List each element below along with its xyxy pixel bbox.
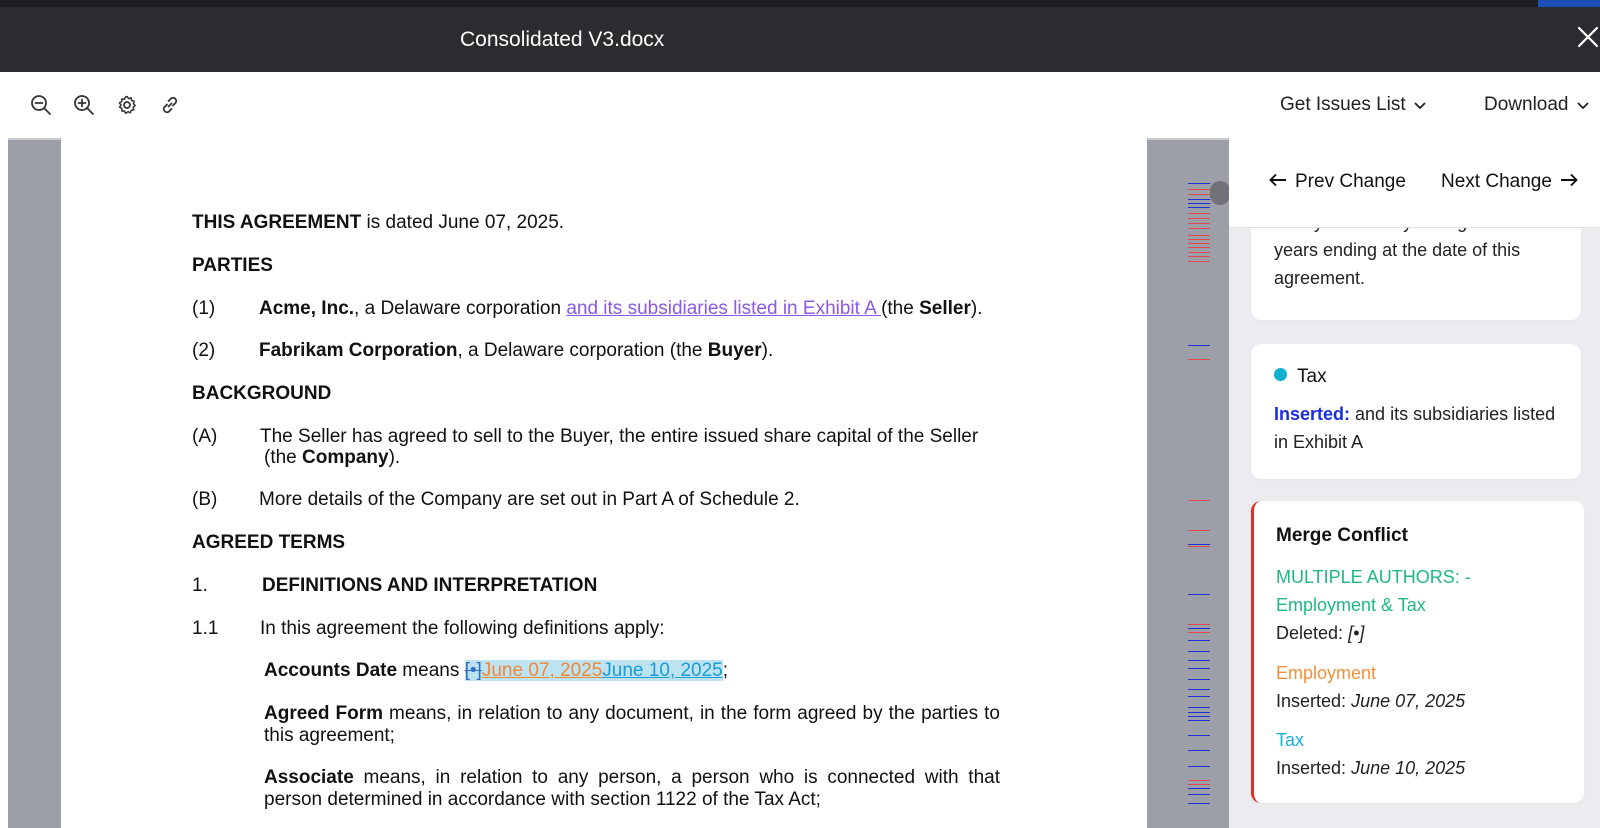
get-issues-dropdown[interactable] xyxy=(1280,94,1426,116)
change-markers-gutter[interactable] xyxy=(1188,138,1210,828)
close-icon[interactable] xyxy=(1576,25,1600,49)
changes-panel xyxy=(1229,138,1600,828)
chevron-down-icon xyxy=(1577,94,1589,116)
chevron-down-icon xyxy=(1414,94,1426,116)
clause-1-title: DEFINITIONS AND INTERPRETATION xyxy=(262,575,598,596)
definition-accounts-date: Accounts Date means [•]June 07, 2025June 10, 2025; xyxy=(264,660,729,681)
merge-conflict-title: Merge Conflict xyxy=(1276,525,1408,546)
top-accent xyxy=(1538,0,1600,7)
merge-conflict-text[interactable]: [•]June 07, 2025June 10, 2025 xyxy=(464,660,723,681)
party-1-number: (1) xyxy=(192,298,216,319)
next-change-button[interactable]: Next Change xyxy=(1441,171,1578,193)
tax-inserted: Inserted: June 10, 2025 xyxy=(1276,758,1466,778)
tax-dot-icon xyxy=(1274,368,1287,381)
card-author: Tax xyxy=(1274,366,1327,388)
heading-background: BACKGROUND xyxy=(192,383,332,404)
get-issues-label: Get Issues List xyxy=(1280,94,1406,115)
zoom-out-icon[interactable] xyxy=(30,94,52,116)
employment-inserted: Inserted: June 07, 2025 xyxy=(1276,691,1466,711)
toolbar xyxy=(8,72,1600,140)
gear-icon[interactable] xyxy=(116,94,138,116)
heading-parties: PARTIES xyxy=(192,255,273,276)
document-page xyxy=(61,138,1147,828)
tax-author: Tax xyxy=(1276,730,1305,750)
tax-change-card[interactable] xyxy=(1251,344,1581,479)
top-strip xyxy=(0,0,1600,7)
change-card-text: years ending at the date of this agreement. xyxy=(1274,240,1521,288)
recital-a-number: (A) xyxy=(192,426,218,447)
link-icon[interactable] xyxy=(159,94,181,116)
change-navigation xyxy=(1229,138,1600,228)
arrow-right-icon xyxy=(1560,171,1578,193)
party-1: Acme, Inc., a Delaware corporation and its subsidiaries listed in Exhibit A (the Seller). xyxy=(259,298,983,319)
inserted-text[interactable]: and its subsidiaries listed in Exhibit A xyxy=(566,298,882,319)
heading-agreed-terms: AGREED TERMS xyxy=(192,532,346,553)
agreement-intro: THIS AGREEMENT is dated June 07, 2025. xyxy=(192,212,565,233)
recital-b-number: (B) xyxy=(192,489,218,510)
download-label: Download xyxy=(1484,94,1569,115)
recital-a: The Seller has agreed to sell to the Buyer, the entire issued share capital of the Seller xyxy=(260,426,979,447)
window-title: Consolidated V3.docx xyxy=(460,28,665,51)
card-change-text: Inserted: and its subsidiaries listed in Exhibit A xyxy=(1274,404,1556,452)
recital-a-cont: (the Company). xyxy=(264,447,401,468)
clause-1-number: 1. xyxy=(192,575,208,596)
prev-change-button[interactable]: Prev Change xyxy=(1269,171,1406,193)
party-2-number: (2) xyxy=(192,340,216,361)
download-dropdown[interactable] xyxy=(1484,94,1589,116)
recital-b: More details of the Company are set out in Part A of Schedule 2. xyxy=(259,489,800,510)
left-strip xyxy=(0,72,8,828)
title-bar xyxy=(0,7,1600,72)
definition-associate: Associate means, in relation to any person, a person who is connected with that person determined in accordance with section 1122 of the Tax Act; xyxy=(264,767,1000,810)
party-2: Fabrikam Corporation, a Delaware corporation (the Buyer). xyxy=(259,340,774,361)
definition-agreed-form: Agreed Form means, in relation to any document, in the form agreed by the parties to this agreement; xyxy=(264,703,1000,746)
merge-conflict-card[interactable] xyxy=(1251,501,1584,803)
clause-1-1: In this agreement the following definitions apply: xyxy=(260,618,665,639)
scrollbar-thumb[interactable] xyxy=(1210,181,1230,205)
arrow-left-icon xyxy=(1269,171,1287,193)
zoom-in-icon[interactable] xyxy=(73,94,95,116)
employment-author: Employment xyxy=(1276,663,1377,683)
deleted-row: Deleted: [•] xyxy=(1276,623,1365,643)
clause-1-1-number: 1.1 xyxy=(192,618,219,639)
conflict-authors: MULTIPLE AUTHORS: - Employment & Tax xyxy=(1276,567,1471,615)
